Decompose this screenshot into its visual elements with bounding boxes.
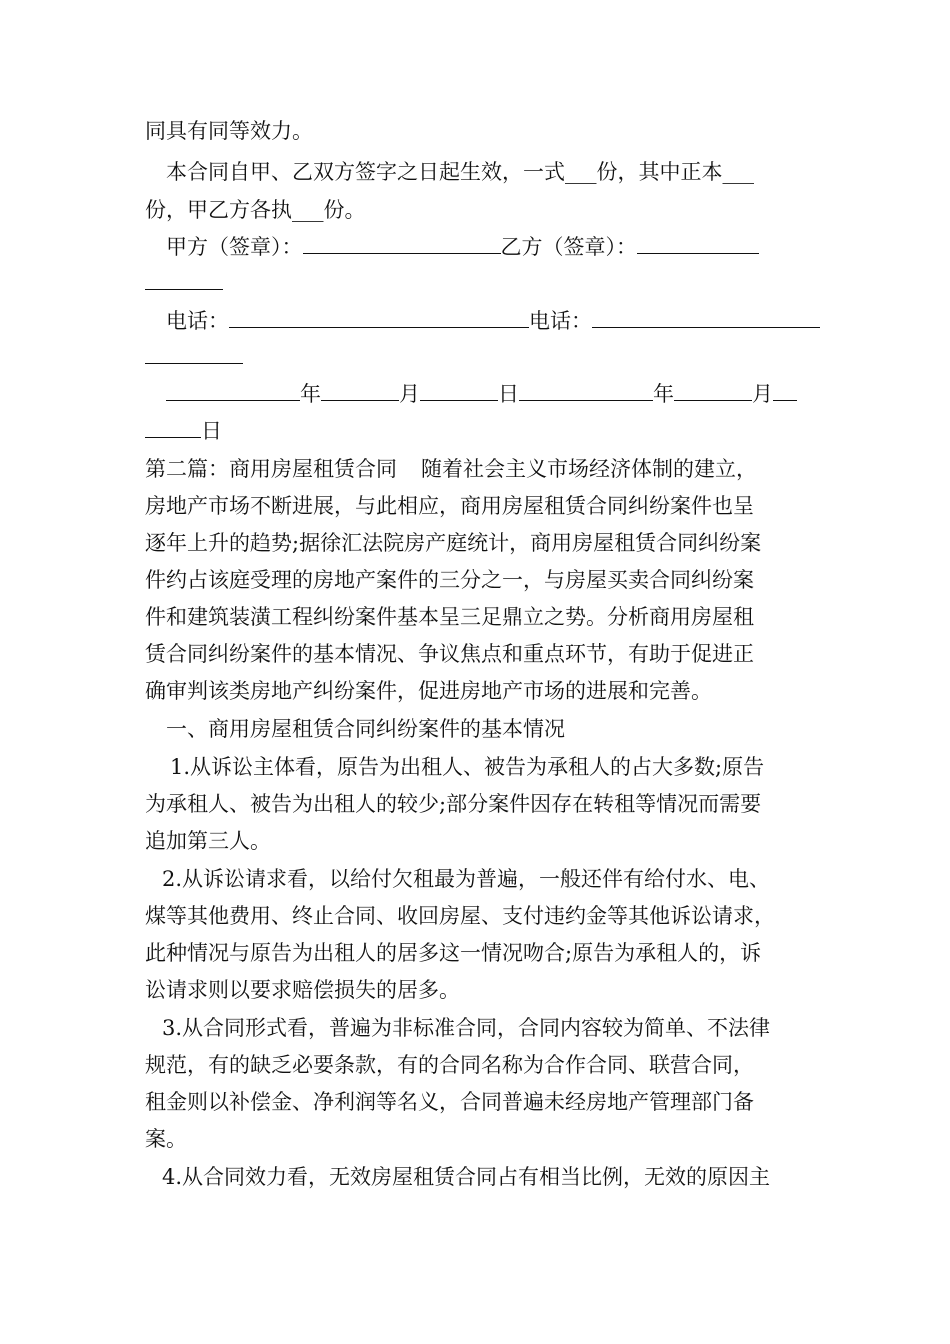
text-line: 1.从诉讼主体看，原告为出租人、被告为承租人的占大多数;原告 (170, 755, 765, 779)
phone-a-blank (229, 307, 529, 328)
text-line: 案。 (145, 1127, 187, 1151)
year-blank (166, 380, 300, 401)
day-blank (773, 380, 797, 401)
signature-blank-continued (145, 268, 223, 298)
signature-party-row (166, 232, 759, 262)
text-line: 赁合同纠纷案件的基本情况、争议焦点和重点环节，有助于促进正 (145, 642, 754, 666)
text-line: 份，甲乙方各执___份。 (145, 198, 366, 222)
text-line: 煤等其他费用、终止合同、收回房屋、支付违约金等其他诉讼请求， (145, 904, 775, 928)
paragraph-text: 随着社会主义市场经济体制的建立， (421, 457, 757, 481)
party-b-blank (637, 233, 759, 254)
signature-blank-continued (145, 342, 243, 372)
text-line: 此种情况与原告为出租人的居多这一情况吻合;原告为承租人的，诉 (145, 941, 762, 965)
text-line: 件约占该庭受理的房地产案件的三分之一，与房屋买卖合同纠纷案 (145, 568, 754, 592)
subheading: 一、商用房屋租赁合同纠纷案件的基本情况 (166, 717, 565, 741)
year-label: 年 (300, 382, 321, 406)
month-blank (674, 380, 752, 401)
text-line: 逐年上升的趋势;据徐汇法院房产庭统计，商用房屋租赁合同纠纷案 (145, 531, 762, 555)
section-heading-line (145, 454, 757, 484)
text-line: 4.从合同效力看，无效房屋租赁合同占有相当比例，无效的原因主 (162, 1165, 771, 1189)
text-line: 租金则以补偿金、净利润等名义，合同普遍未经房地产管理部门备 (145, 1090, 754, 1114)
party-a-label: 甲方（签章）： (166, 235, 303, 259)
year-label: 年 (653, 382, 674, 406)
text-line: 为承租人、被告为出租人的较少;部分案件因存在转租等情况而需要 (145, 792, 762, 816)
text-line: 追加第三人。 (145, 829, 271, 853)
day-label: 日 (498, 382, 519, 406)
text-line: 讼请求则以要求赔偿损失的居多。 (145, 978, 460, 1002)
signature-date-row (166, 379, 797, 409)
signature-phone-row (166, 306, 820, 336)
month-label: 月 (399, 382, 420, 406)
text-line: 同具有同等效力。 (145, 119, 313, 143)
day-blank (145, 417, 201, 438)
text-line: 2.从诉讼请求看，以给付欠租最为普遍，一般还伴有给付水、电、 (162, 867, 771, 891)
phone-b-blank (145, 343, 243, 364)
phone-b-blank (592, 307, 820, 328)
text-line: 本合同自甲、乙双方签字之日起生效，一式___份，其中正本___ (166, 160, 754, 184)
text-line: 规范，有的缺乏必要条款，有的合同名称为合作合同、联营合同， (145, 1053, 754, 1077)
day-label: 日 (201, 419, 222, 443)
signature-date-continued (145, 416, 222, 446)
day-blank (420, 380, 498, 401)
text-line: 3.从合同形式看，普遍为非标准合同，合同内容较为简单、不法律 (162, 1016, 771, 1040)
month-blank (321, 380, 399, 401)
party-b-blank (145, 269, 223, 290)
month-label: 月 (752, 382, 773, 406)
phone-a-label: 电话： (166, 309, 229, 333)
section-heading: 第二篇：商用房屋租赁合同 (145, 457, 397, 481)
party-a-blank (303, 233, 501, 254)
phone-b-label: 电话： (529, 309, 592, 333)
text-line: 件和建筑装潢工程纠纷案件基本呈三足鼎立之势。分析商用房屋租 (145, 605, 754, 629)
party-b-label: 乙方（签章）： (500, 235, 637, 259)
year-blank (519, 380, 653, 401)
text-line: 房地产市场不断进展，与此相应，商用房屋租赁合同纠纷案件也呈 (145, 494, 754, 518)
text-line: 确审判该类房地产纠纷案件，促进房地产市场的进展和完善。 (145, 679, 712, 703)
